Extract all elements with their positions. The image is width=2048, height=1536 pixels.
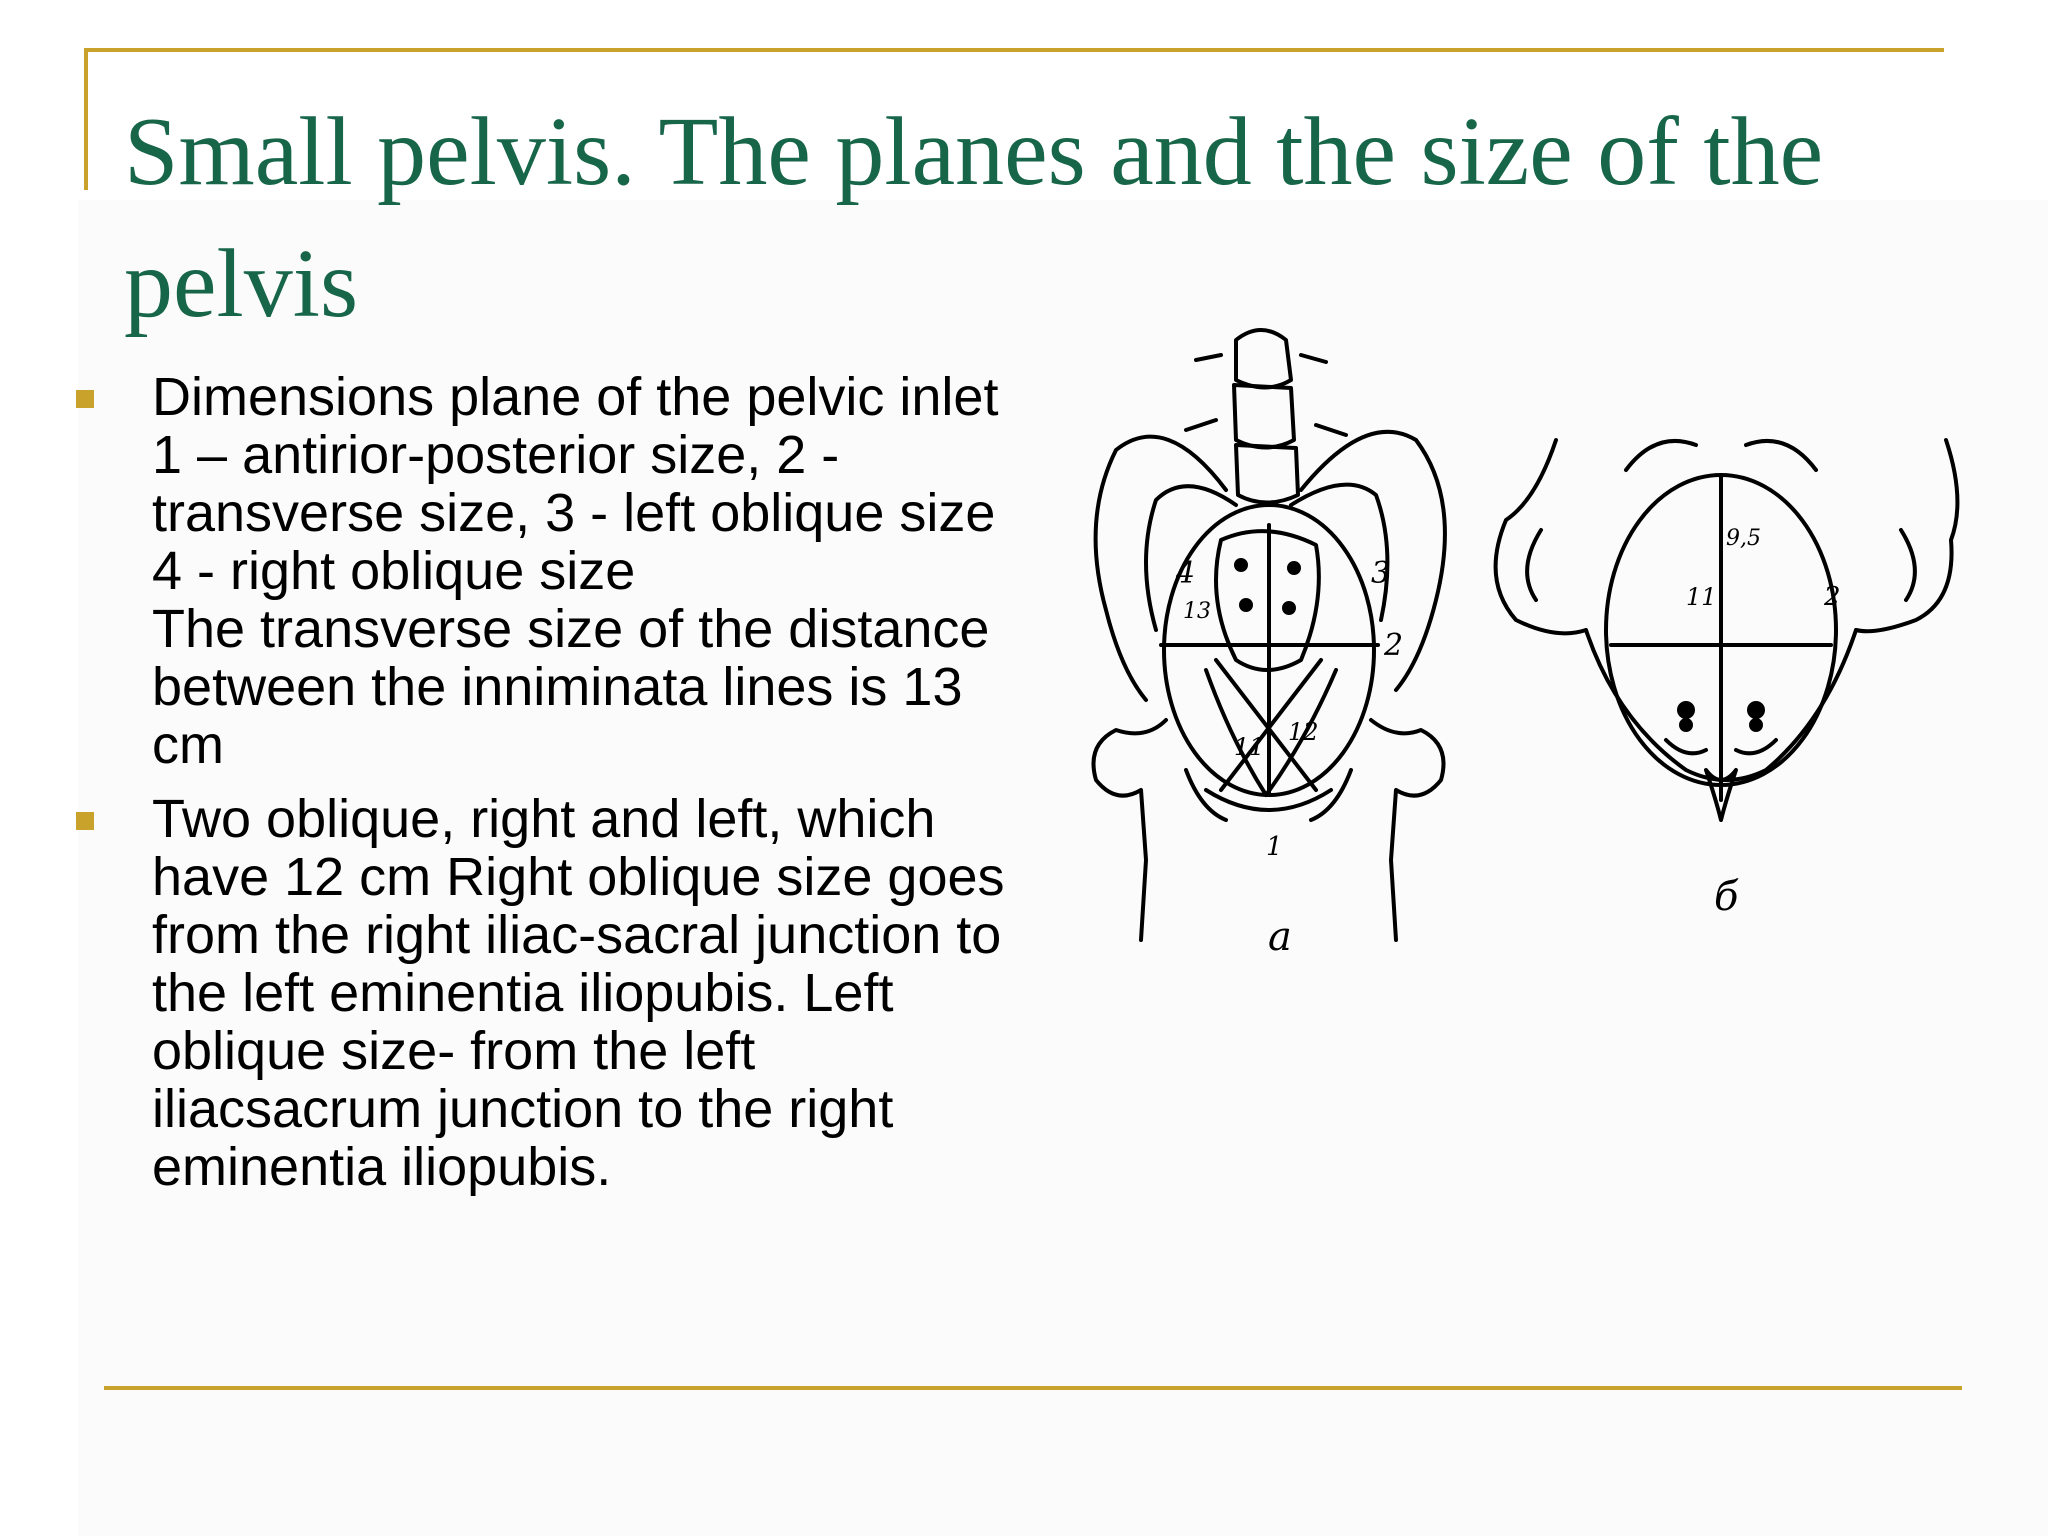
slide-title: Small pelvis. The planes and the size of the pelvis xyxy=(124,98,1824,338)
label-3: 3 xyxy=(1371,556,1391,591)
bottom-rule xyxy=(104,1386,1962,1390)
bullet-list xyxy=(72,368,1082,1212)
label-13: 13 xyxy=(1183,599,1211,624)
label-12: 12 xyxy=(1288,718,1319,746)
pelvis-outlet-view xyxy=(1496,440,1958,820)
left-rule xyxy=(84,48,88,190)
label-4: 4 xyxy=(1176,556,1196,591)
top-rule xyxy=(84,48,1944,52)
label-9-5: 9,5 xyxy=(1726,526,1761,551)
caption-b: б xyxy=(1714,874,1739,920)
pelvis-diagram xyxy=(1086,300,1966,980)
bullet-text: Dimensions plane of the pelvic inlet 1 – antirior-posterior size, 2 - transverse size, 3 - left oblique size 4 - right oblique size The transverse size of the distance between the inniminata lines is 13 cm xyxy=(152,368,999,774)
bullet-text: Two oblique, right and left, which have 12 cm Right oblique size goes from the right iliac-sacral junction to the left eminentia iliopubis. Left oblique size- from the left iliacsacrum junction to the right eminentia iliopubis. xyxy=(152,790,1005,1196)
label-2-right: 2 xyxy=(1824,582,1841,612)
pelvis-drawing xyxy=(1086,300,1966,980)
label-11-right: 11 xyxy=(1686,583,1717,611)
bullet-item xyxy=(72,790,1082,1196)
label-2: 2 xyxy=(1384,628,1404,663)
square-bullet-icon xyxy=(76,390,94,408)
label-1: 1 xyxy=(1266,832,1283,862)
bullet-item xyxy=(72,368,1082,774)
label-11: 11 xyxy=(1234,733,1265,761)
caption-a: а xyxy=(1268,914,1292,960)
square-bullet-icon xyxy=(76,812,94,830)
